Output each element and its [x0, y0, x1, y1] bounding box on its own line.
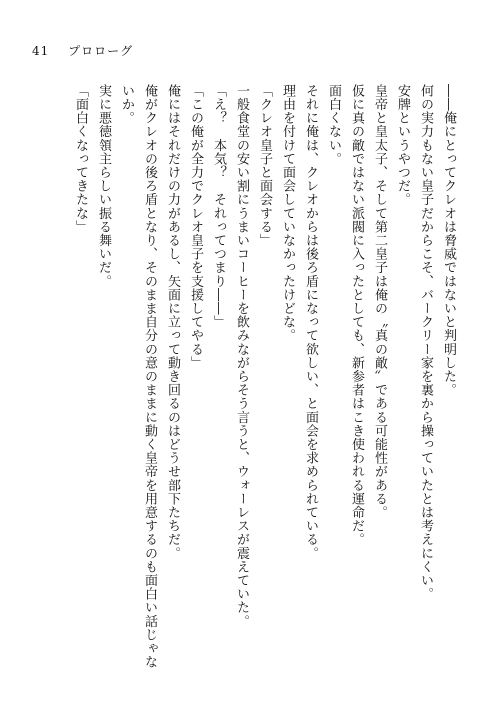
paragraph: 実に悪徳領主らしい振る舞いだ。: [96, 84, 111, 288]
paragraph: ――俺にとってクレオは脅威ではないと判明した。: [441, 84, 456, 397]
paragraph: 皇帝と皇太子、そして第二皇子は俺の〝真の敵〟である可能性がある。: [372, 84, 387, 520]
section-title: プロローグ: [68, 44, 134, 58]
paragraph: 「クレオ皇子と面会する」: [257, 84, 272, 248]
paragraph: 「え？ 本気？ それってつまり――」: [211, 84, 226, 329]
paragraph: 面白くない。: [326, 84, 341, 166]
paragraph: 一般食堂の安い割にうまいコーヒーを飲みながらそう言うと、ウォーレスが震えていた。: [234, 84, 249, 628]
paragraph: 「この俺が全力でクレオ皇子を支援してやる」: [188, 84, 203, 370]
paragraph: 俺がクレオの後ろ盾となり、そのまま自分の意のままに動く皇帝を用意するのも面白い話じゃないか。: [119, 84, 157, 669]
page-number: 41: [32, 44, 50, 58]
paragraph: 安牌というやつだ。: [395, 84, 410, 207]
paragraph: 仮に真の敵ではない派閥に入ったとしても、新参者はこき使われる運命だ。: [349, 84, 364, 547]
paragraph: 俺にはそれだけの力があるし、矢面に立って動き回るのはどうせ部下たちだ。: [165, 84, 180, 560]
paragraph: 「面白くなってきたな」: [73, 84, 88, 234]
paragraph: 何の実力もない皇子だからこそ、バークリー家を裏から操っていたとは考えにくい。: [418, 84, 433, 601]
vertical-body-text: [30, 84, 460, 674]
paragraph: 理由を付けて面会していなかったけどな。: [280, 84, 295, 343]
page-header: [32, 42, 133, 59]
paragraph: それに俺は、クレオからは後ろ盾になって欲しい、と面会を求められている。: [303, 84, 318, 560]
